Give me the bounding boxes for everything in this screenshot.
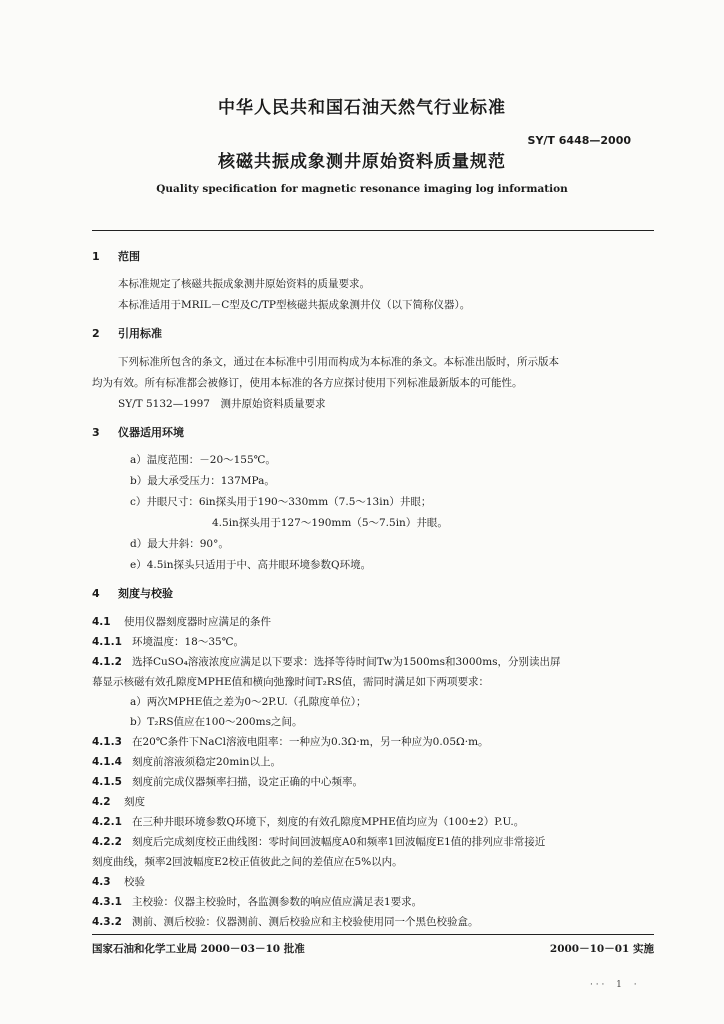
implementation-date: 2000－10－01 实施 (549, 943, 654, 955)
clause-number: 4.3 (92, 876, 111, 888)
clause-continuation: 幕显示核磁有效孔隙度MPHE值和横向弛豫时间T₂RS值，需同时满足如下两项要求： (92, 676, 489, 688)
clause-number: 4.1.2 (92, 656, 122, 668)
section-number: 2 (92, 327, 100, 340)
section-2-heading (92, 325, 162, 341)
clause-text: 主校验：仪器主校验时，各监测参数的响应值应满足表1要求。 (132, 896, 423, 908)
clause-text: 刻度后完成刻度校正曲线图：零时间回波幅度A0和频率1回波幅度E1值的排列应非常接近 (132, 836, 546, 848)
approval-date: 国家石油和化学工业局 2000－03－10 批准 (92, 943, 305, 955)
clause-4-1-1 (92, 634, 244, 649)
header-rule (92, 230, 654, 231)
clause-text: 刻度 (124, 796, 145, 808)
clause-text: 使用仪器刻度器时应满足的条件 (124, 616, 271, 628)
paragraph: 本标准适用于MRIL－C型及C/TP型核磁共振成象测井仪（以下简称仪器）。 (118, 299, 471, 311)
clause-4-3-2 (92, 914, 479, 929)
clause-number: 4.3.2 (92, 916, 122, 928)
list-item: e）4.5in探头只适用于中、高井眼环境参数Q环境。 (130, 559, 372, 571)
clause-text: 选择CuSO₄溶液浓度应满足以下要求：选择等待时间Tw为1500ms和3000ms，分别读出屏 (132, 656, 561, 668)
clause-text: 校验 (124, 876, 145, 888)
paragraph: 下列标准所包含的条文，通过在本标准中引用而构成为本标准的条文。本标准出版时，所示版本 (118, 356, 559, 368)
clause-number: 4.1.1 (92, 636, 122, 648)
clause-number: 4.2.2 (92, 836, 122, 848)
list-item: c）井眼尺寸：6in探头用于190～330mm（7.5～13in）井眼； (130, 496, 432, 508)
clause-4-2 (92, 794, 145, 809)
standard-title: 中华人民共和国石油天然气行业标准 (218, 98, 506, 118)
clause-4-2-1 (92, 814, 524, 829)
reference-item: SY/T 5132—1997 测井原始资料质量要求 (118, 398, 326, 410)
list-item: d）最大井斜：90°。 (130, 538, 229, 550)
section-title: 仪器适用环境 (118, 426, 184, 439)
list-item: a）两次MPHE值之差为0～2P.U.（孔隙度单位）； (130, 696, 367, 708)
clause-text: 环境温度：18～35℃。 (132, 636, 244, 648)
clause-4-1 (92, 614, 271, 629)
clause-number: 4.1 (92, 616, 111, 628)
list-item: 4.5in探头用于127～190mm（5～7.5in）井眼。 (212, 517, 448, 529)
section-3-heading (92, 424, 184, 440)
list-item: b）最大承受压力：137MPa。 (130, 475, 275, 487)
paragraph: 均为有效。所有标准都会被修订，使用本标准的各方应探讨使用下列标准最新版本的可能性。 (92, 377, 523, 389)
clause-4-1-3 (92, 734, 489, 749)
list-item: a）温度范围：－20～155℃。 (130, 454, 276, 466)
clause-4-3-1 (92, 894, 422, 909)
standard-code: SY/T 6448—2000 (527, 134, 631, 147)
clause-text: 刻度前溶液须稳定20min以上。 (132, 756, 281, 768)
section-1-heading (92, 248, 140, 264)
clause-number: 4.1.3 (92, 736, 122, 748)
clause-4-3 (92, 874, 145, 889)
document-title: 核磁共振成象测井原始资料质量规范 (218, 152, 506, 172)
clause-continuation: 刻度曲线，频率2回波幅度E2校正值彼此之间的差值应在5%以内。 (92, 856, 403, 868)
clause-4-2-2 (92, 834, 545, 849)
clause-number: 4.1.4 (92, 756, 122, 768)
clause-text: 在20℃条件下NaCl溶液电阻率：一种应为0.3Ω·m，另一种应为0.05Ω·m。 (132, 736, 489, 748)
section-number: 4 (92, 587, 100, 600)
section-title: 引用标准 (118, 327, 162, 340)
paragraph: 本标准规定了核磁共振成象测井原始资料的质量要求。 (118, 278, 370, 290)
footer-rule (92, 934, 654, 935)
section-number: 3 (92, 426, 100, 439)
clause-number: 4.1.5 (92, 776, 122, 788)
section-title: 刻度与校验 (118, 587, 173, 600)
clause-text: 刻度前完成仪器频率扫描，设定正确的中心频率。 (132, 776, 363, 788)
clause-text: 测前、测后校验：仪器测前、测后校验应和主校验使用同一个黑色校验盒。 (132, 916, 479, 928)
clause-number: 4.2 (92, 796, 111, 808)
clause-number: 4.2.1 (92, 816, 122, 828)
document-title-english: Quality specification for magnetic resonance imaging log information (156, 183, 568, 195)
section-title: 范围 (118, 250, 140, 263)
clause-4-1-2 (92, 654, 561, 669)
section-number: 1 (92, 250, 100, 263)
clause-text: 在三种井眼环境参数Q环境下，刻度的有效孔隙度MPHE值均应为（100±2）P.U.。 (132, 816, 525, 828)
list-item: b）T₂RS值应在100～200ms之间。 (130, 716, 303, 728)
clause-4-1-5 (92, 774, 363, 789)
page-number: · · · 1 · (590, 980, 637, 990)
section-4-heading (92, 585, 173, 601)
clause-number: 4.3.1 (92, 896, 122, 908)
clause-4-1-4 (92, 754, 281, 769)
